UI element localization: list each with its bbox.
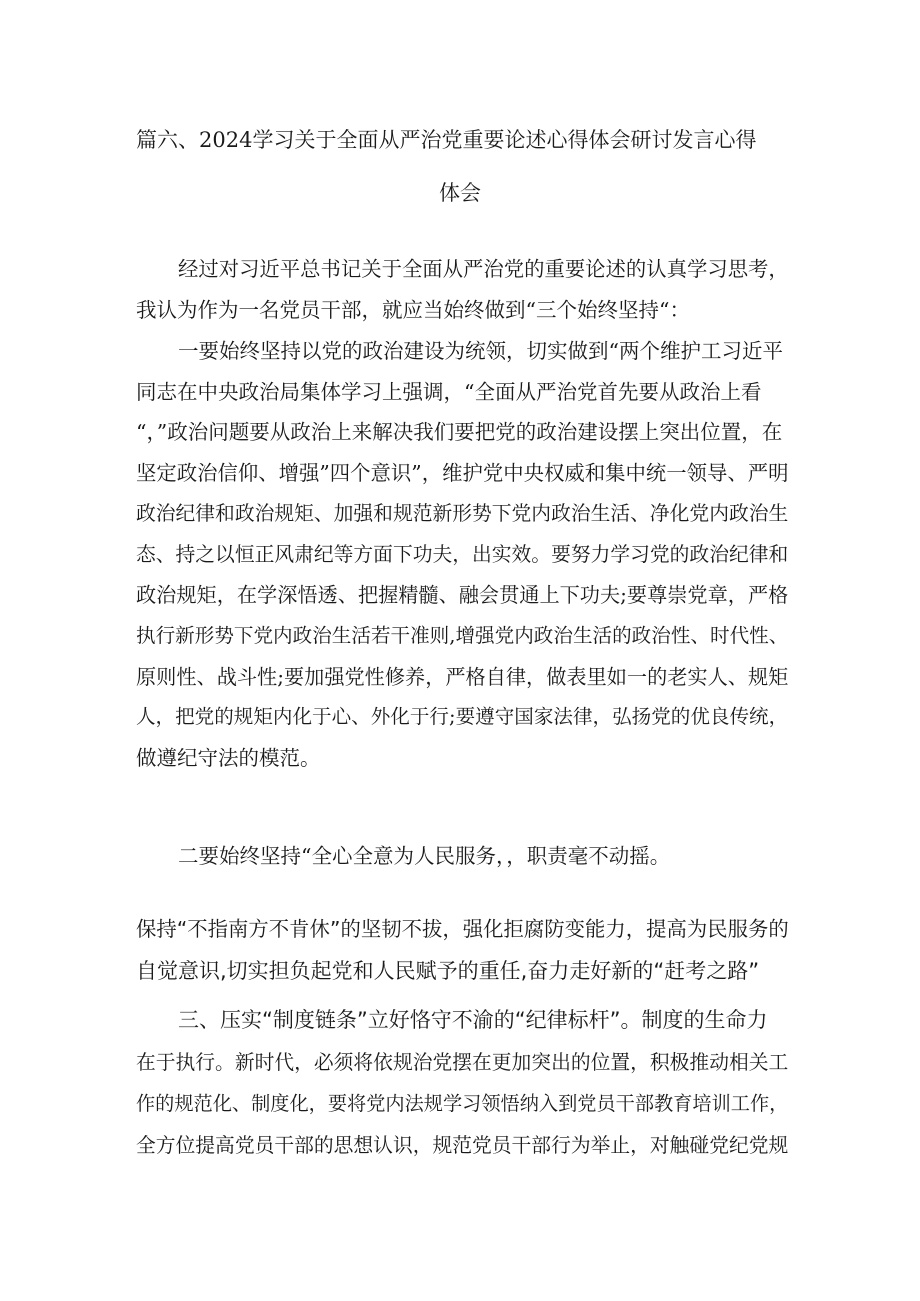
point-one-line: 做遵纪守法的模范。 [136,746,321,771]
continuation-paragraph [136,909,792,992]
point-one-line: 态、持之以恒正风肃纪等方面下功夫，出实效。要努力学习党的政治纪律和 [136,542,789,566]
continuation-line: 自觉意识,切实担负起党和人民赋予的重任,奋力走好新的“赶考之路” [136,958,760,983]
point-three-line: 作的规范化、制度化，要将党内法规学习领悟纳入到党员干部教育培训工作， [136,1092,789,1115]
point-one-line: 执行新形势下党内政治生活若干准则,增强党内政治生活的政治性、时代性、 [136,623,789,647]
continuation-line: 保持“不指南方不肯休”的坚韧不拔，强化拒腐防变能力，提高为民服务的 [136,917,789,941]
document-title-line-2: 体会 [439,181,481,205]
point-one-line: 一要始终坚持以党的政治建设为统领，切实做到“两个维护工习近平 [178,339,783,363]
point-three-paragraph [136,1000,792,1166]
point-three-line: 在于执行。新时代，必须将依规治党摆在更加突出的位置，积极推动相关工 [136,1050,789,1074]
point-one-line: 同志在中央政治局集体学习上强调，“全面从严治党首先要从政治上看 [136,379,762,404]
point-three-line: 全方位提高党员干部的思想认识，规范党员干部行为举止，对触碰党纪党规 [136,1133,789,1157]
intro-line: 经过对习近平总书记关于全面从严治党的重要论述的认真学习思考， [178,257,789,281]
point-one-paragraph [136,331,792,779]
point-one-line: 人，把党的规矩内化于心、外化于行;要遵守国家法律，弘扬党的优良传统， [136,705,789,729]
point-one-line: 坚定政治信仰、增强”四个意识”，维护党中央权威和集中统一领导、严明 [136,461,789,486]
point-two-line: 二要始终坚持“全心全意为人民服务，，职责毫不动摇。 [178,844,671,868]
intro-line: 我认为作为一名党员干部，就应当始终做到“三个始终坚持“： [136,297,690,322]
point-one-line: 政治规矩，在学深悟透、把握精髓、融会贯通上下功夫;要尊崇党章，严格 [136,583,789,608]
point-three-line: 三、压实“制度链条”立好恪守不渝的“纪律标杆”。制度的生命力 [178,1008,768,1032]
point-one-line: 原则性、战斗性;要加强党性修养，严格自律，做表里如一的老实人、规矩 [136,664,789,689]
point-one-line: 政治纪律和政治规矩、加强和规范新形势下党内政治生活、净化党内政治生 [136,501,789,525]
point-two-paragraph [136,836,792,877]
point-one-line: “，”政治问题要从政治上来解决我们要把党的政治建设摆上突出位置，在 [136,420,783,445]
intro-paragraph [136,249,792,330]
document-title-line-1: 篇六、2024学习关于全面从严治党重要论述心得体会研讨发言心得 [136,128,757,152]
